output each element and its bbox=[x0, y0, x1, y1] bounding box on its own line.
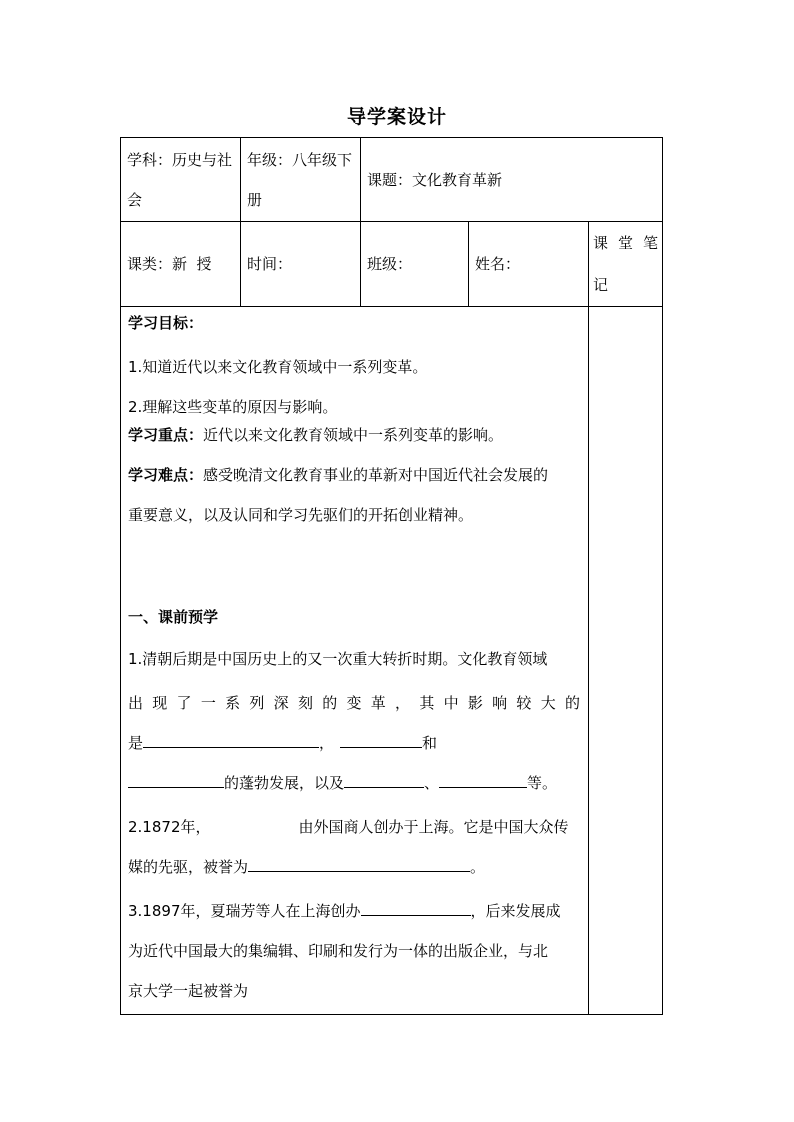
q2-blank-1[interactable] bbox=[248, 854, 470, 872]
q2-line2-text-a: 媒的先驱，被誉为 bbox=[128, 858, 249, 876]
grade-line-1: 年级：八年级下 bbox=[247, 150, 353, 169]
notes-header-cell bbox=[589, 222, 663, 307]
q3-line-3: 京大学一起被誉为 bbox=[128, 982, 249, 1000]
q2-line1-text-a: 2.1872年， bbox=[128, 818, 211, 836]
q3-line1-text-b: ，后来发展成 bbox=[470, 902, 561, 920]
topic-text: 课题：文化教育革新 bbox=[367, 170, 503, 189]
difficulty-text-1: 感受晚清文化教育事业的革新对中国近代社会发展的 bbox=[203, 466, 549, 484]
content-row bbox=[121, 307, 663, 1015]
grade-cell bbox=[241, 138, 361, 222]
q1-line4-text-b: 、 bbox=[424, 774, 440, 792]
q2-line1-text-b: 由外国商人创办于上海。它是中国大众传 bbox=[298, 818, 569, 836]
q2-line2-text-b: 。 bbox=[470, 858, 486, 876]
q1-line-4 bbox=[128, 763, 581, 803]
key-point-label: 学习重点： bbox=[128, 426, 204, 444]
time-text: 时间： bbox=[247, 255, 293, 273]
content-cell bbox=[121, 307, 589, 1015]
goals-heading: 学习目标： bbox=[128, 314, 204, 332]
q1-blank-4[interactable] bbox=[344, 770, 424, 788]
goal-item-1: 1.知道近代以来文化教育领域中一系列变革。 bbox=[128, 358, 428, 376]
goal-item-2: 2.理解这些变革的原因与影响。 bbox=[128, 398, 338, 416]
key-point bbox=[128, 421, 581, 449]
notes-header-line-1: 课 堂 笔 bbox=[593, 234, 659, 252]
q1-line4-text-a: 的蓬勃发展，以及 bbox=[224, 774, 345, 792]
q3-line-1 bbox=[128, 891, 581, 931]
lesson-plan-table bbox=[120, 137, 663, 1015]
q1-line3-text-a: 是 bbox=[128, 734, 144, 752]
lesson-type-cell bbox=[121, 222, 241, 307]
name-cell bbox=[469, 222, 589, 307]
time-cell bbox=[241, 222, 361, 307]
q3-blank-1[interactable] bbox=[361, 898, 471, 916]
class-cell bbox=[361, 222, 469, 307]
q1-line4-text-c: 等。 bbox=[527, 774, 558, 792]
page-title: 导学案设计 bbox=[346, 106, 447, 128]
topic-cell bbox=[361, 138, 663, 222]
q2-line-1 bbox=[128, 807, 581, 847]
q1-line-3 bbox=[128, 723, 581, 763]
q3-line-2: 为近代中国最大的集编辑、印刷和发行为一体的出版企业，与北 bbox=[128, 942, 549, 960]
difficulty-line-2: 重要意义，以及认同和学习先驱们的开拓创业精神。 bbox=[128, 506, 474, 524]
subject-line-2: 会 bbox=[127, 190, 143, 209]
difficulty-label: 学习难点： bbox=[128, 466, 204, 484]
notes-column bbox=[589, 307, 663, 1015]
name-text: 姓名： bbox=[475, 255, 521, 273]
header-row-2 bbox=[121, 222, 663, 307]
notes-header-line-2: 记 bbox=[593, 276, 609, 294]
q2-line-2 bbox=[128, 847, 581, 887]
subject-line-1: 学科：历史与社 bbox=[127, 150, 233, 169]
section1-heading: 一、课前预学 bbox=[128, 608, 219, 626]
grade-line-2: 册 bbox=[247, 190, 263, 209]
q1-line3-text-c: 和 bbox=[422, 734, 438, 752]
subject-cell bbox=[121, 138, 241, 222]
q1-blank-5[interactable] bbox=[439, 770, 527, 788]
q1-blank-3[interactable] bbox=[128, 770, 224, 788]
difficulty-line-1 bbox=[128, 455, 581, 495]
lesson-type-text: 课类：新 授 bbox=[127, 255, 212, 273]
q1-blank-2[interactable] bbox=[340, 730, 422, 748]
q1-blank-1[interactable] bbox=[143, 730, 319, 748]
class-text: 班级： bbox=[367, 255, 413, 273]
q1-line-1: 1.清朝后期是中国历史上的又一次重大转折时期。文化教育领域 bbox=[128, 650, 548, 668]
q1-line3-text-b: ， bbox=[319, 734, 335, 752]
key-point-text: 近代以来文化教育领域中一系列变革的影响。 bbox=[203, 426, 504, 444]
q1-line-2: 出现了一系列深刻的变革，其中影响较大的 bbox=[128, 694, 580, 712]
header-row-1 bbox=[121, 138, 663, 222]
q3-line1-text-a: 3.1897年，夏瑞芳等人在上海创办 bbox=[128, 902, 361, 920]
